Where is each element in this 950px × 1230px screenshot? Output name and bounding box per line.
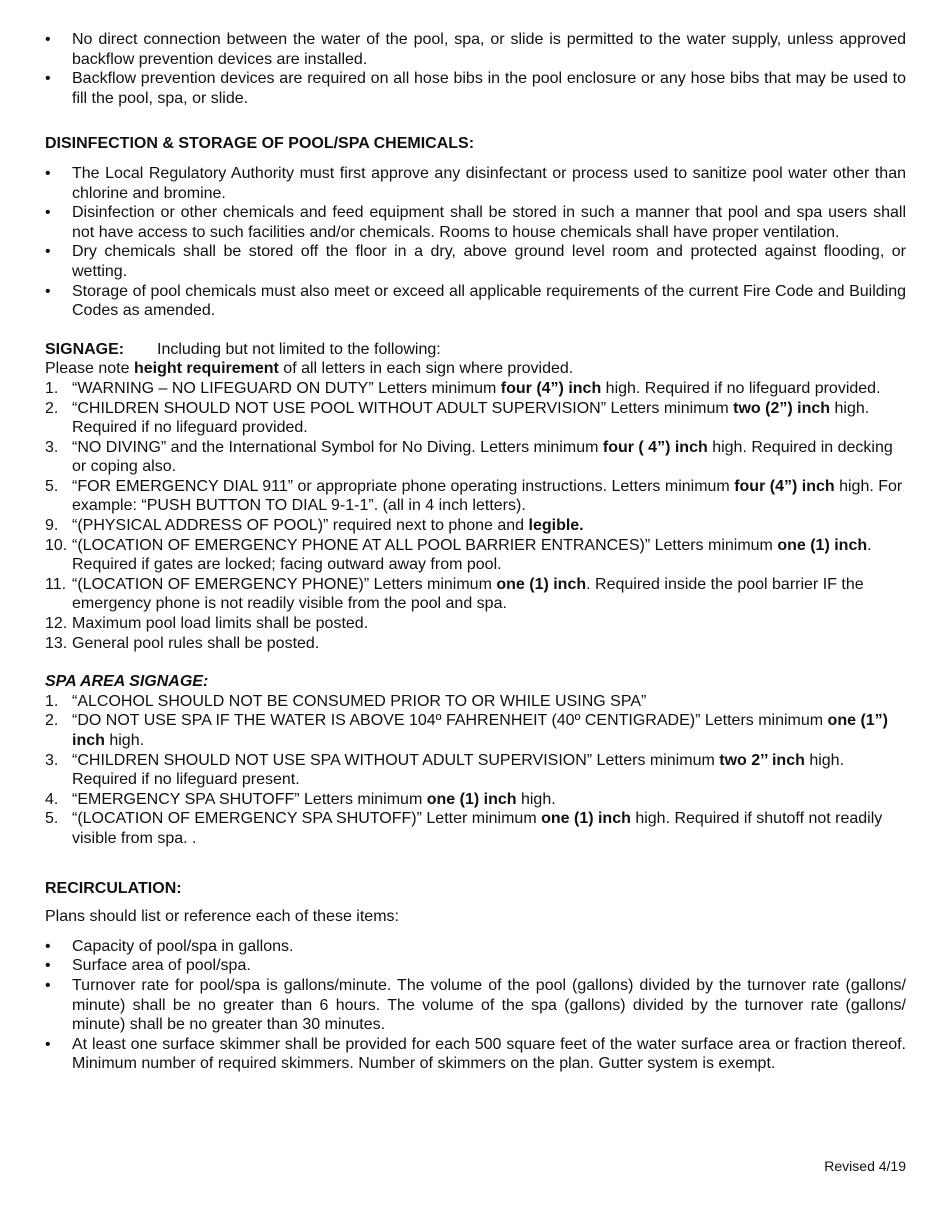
signage-subtitle: Including but not limited to the following:	[157, 340, 441, 358]
list-item: • Surface area of pool/spa.	[45, 957, 251, 975]
bullet-icon: •	[45, 957, 51, 975]
list-item: • Storage of pool chemicals must also meet or exceed all applicable requirements of the current Fire Code and Building Codes as amended.	[45, 282, 906, 320]
list-item: 3. “NO DIVING” and the International Symbol for No Diving. Letters minimum four ( 4”) inch high. Required in decking or coping also.	[45, 438, 893, 476]
signage-heading-line	[45, 340, 906, 360]
list-item: 4. “EMERGENCY SPA SHUTOFF” Letters minimum one (1) inch high.	[45, 790, 556, 808]
list-item: 10. “(LOCATION OF EMERGENCY PHONE AT ALL POOL BARRIER ENTRANCES)” Letters minimum one (1) inch. Required if gates are locked; facing outward away from pool.	[45, 536, 872, 574]
spa-signage-numbered-list	[45, 692, 906, 849]
revision-footer: Revised 4/19	[824, 1158, 906, 1174]
list-item: • Backflow prevention devices are required on all hose bibs in the pool enclosure or any hose bibs that may be used to fill the pool, spa, or slide.	[45, 70, 906, 107]
list-item: 1. “WARNING – NO LIFEGUARD ON DUTY” Letters minimum four (4”) inch high. Required if no lifeguard provided.	[45, 379, 881, 397]
bullet-icon: •	[45, 164, 51, 182]
document-page	[45, 30, 906, 1074]
recirculation-intro: Plans should list or reference each of these items:	[45, 908, 399, 926]
list-item: • Disinfection or other chemicals and feed equipment shall be stored in such a manner that pool and spa users shall not have access to such facilities and/or chemicals. Rooms to house chemicals shall have proper ventilation.	[45, 204, 906, 241]
disinfection-bullet-list	[45, 164, 906, 321]
list-item: • Turnover rate for pool/spa is gallons/minute. The volume of the pool (gallons) divided by the turnover rate (gallons/ minute) shall be no greater than 6 hours. The volume of the spa (gallons) divided by the turnover rate (gallons/ minute) shall be no greater than 30 minutes.	[45, 976, 906, 1034]
recirculation-bullet-list	[45, 937, 906, 1074]
bullet-icon: •	[45, 204, 51, 222]
list-item: • At least one surface skimmer shall be provided for each 500 square feet of the water surface area or fraction thereof. Minimum number of required skimmers. Number of skimmers on the plan. Gutter system is exempt.	[45, 1035, 906, 1073]
recirculation-heading: RECIRCULATION:	[45, 879, 182, 897]
disinfection-heading: DISINFECTION & STORAGE OF POOL/SPA CHEMICALS:	[45, 135, 475, 153]
bullet-icon: •	[45, 243, 51, 261]
list-item: 5. “FOR EMERGENCY DIAL 911” or appropriate phone operating instructions. Letters minimum four (4”) inch high. For example: “PUSH BUTTON TO DIAL 9-1-1”. (all in 4 inch letters).	[45, 477, 903, 515]
bullet-icon: •	[45, 1035, 51, 1053]
bullet-icon: •	[45, 70, 51, 88]
list-item: • The Local Regulatory Authority must first approve any disinfectant or process used to sanitize pool water other than chlorine and bromine.	[45, 164, 906, 202]
list-item: • No direct connection between the water of the pool, spa, or slide is permitted to the water supply, unless approved backflow prevention devices are installed.	[45, 31, 906, 68]
list-item: 2. “CHILDREN SHOULD NOT USE POOL WITHOUT ADULT SUPERVISION” Letters minimum two (2”) inch high. Required if no lifeguard provided.	[45, 399, 870, 437]
intro-bullet-list	[45, 30, 906, 108]
list-item: • Dry chemicals shall be stored off the floor in a dry, above ground level room and protected against flooding, or wetting.	[45, 243, 906, 280]
list-item: 3. “CHILDREN SHOULD NOT USE SPA WITHOUT ADULT SUPERVISION” Letters minimum two 2’’ inch high. Required if no lifeguard present.	[45, 751, 845, 789]
list-item: 13. General pool rules shall be posted.	[45, 634, 320, 652]
list-item: • Capacity of pool/spa in gallons.	[45, 937, 294, 955]
list-item: 12. Maximum pool load limits shall be posted.	[45, 615, 369, 633]
signage-heading: SIGNAGE:	[45, 340, 125, 358]
list-item: 5. “(LOCATION OF EMERGENCY SPA SHUTOFF)” Letter minimum one (1) inch high. Required if shutoff not readily visible from spa. .	[45, 810, 883, 847]
signage-note: Please note height requirement of all letters in each sign where provided.	[45, 360, 574, 378]
bullet-icon: •	[45, 282, 51, 300]
list-item: 11. “(LOCATION OF EMERGENCY PHONE)” Letters minimum one (1) inch. Required inside the pool barrier IF the emergency phone is not readily visible from the pool and spa.	[45, 575, 864, 613]
spa-signage-heading: SPA AREA SIGNAGE:	[45, 673, 209, 691]
bullet-icon: •	[45, 31, 51, 48]
list-item: 9. “(PHYSICAL ADDRESS OF POOL)” required next to phone and legible.	[45, 517, 584, 535]
list-item: 1. “ALCOHOL SHOULD NOT BE CONSUMED PRIOR TO OR WHILE USING SPA”	[45, 692, 647, 710]
signage-numbered-list	[45, 379, 906, 653]
list-item: 2. “DO NOT USE SPA IF THE WATER IS ABOVE 104º FAHRENHEIT (40º CENTIGRADE)” Letters minimum one (1”) inch high.	[45, 712, 888, 749]
bullet-icon: •	[45, 976, 51, 994]
bullet-icon: •	[45, 937, 51, 955]
